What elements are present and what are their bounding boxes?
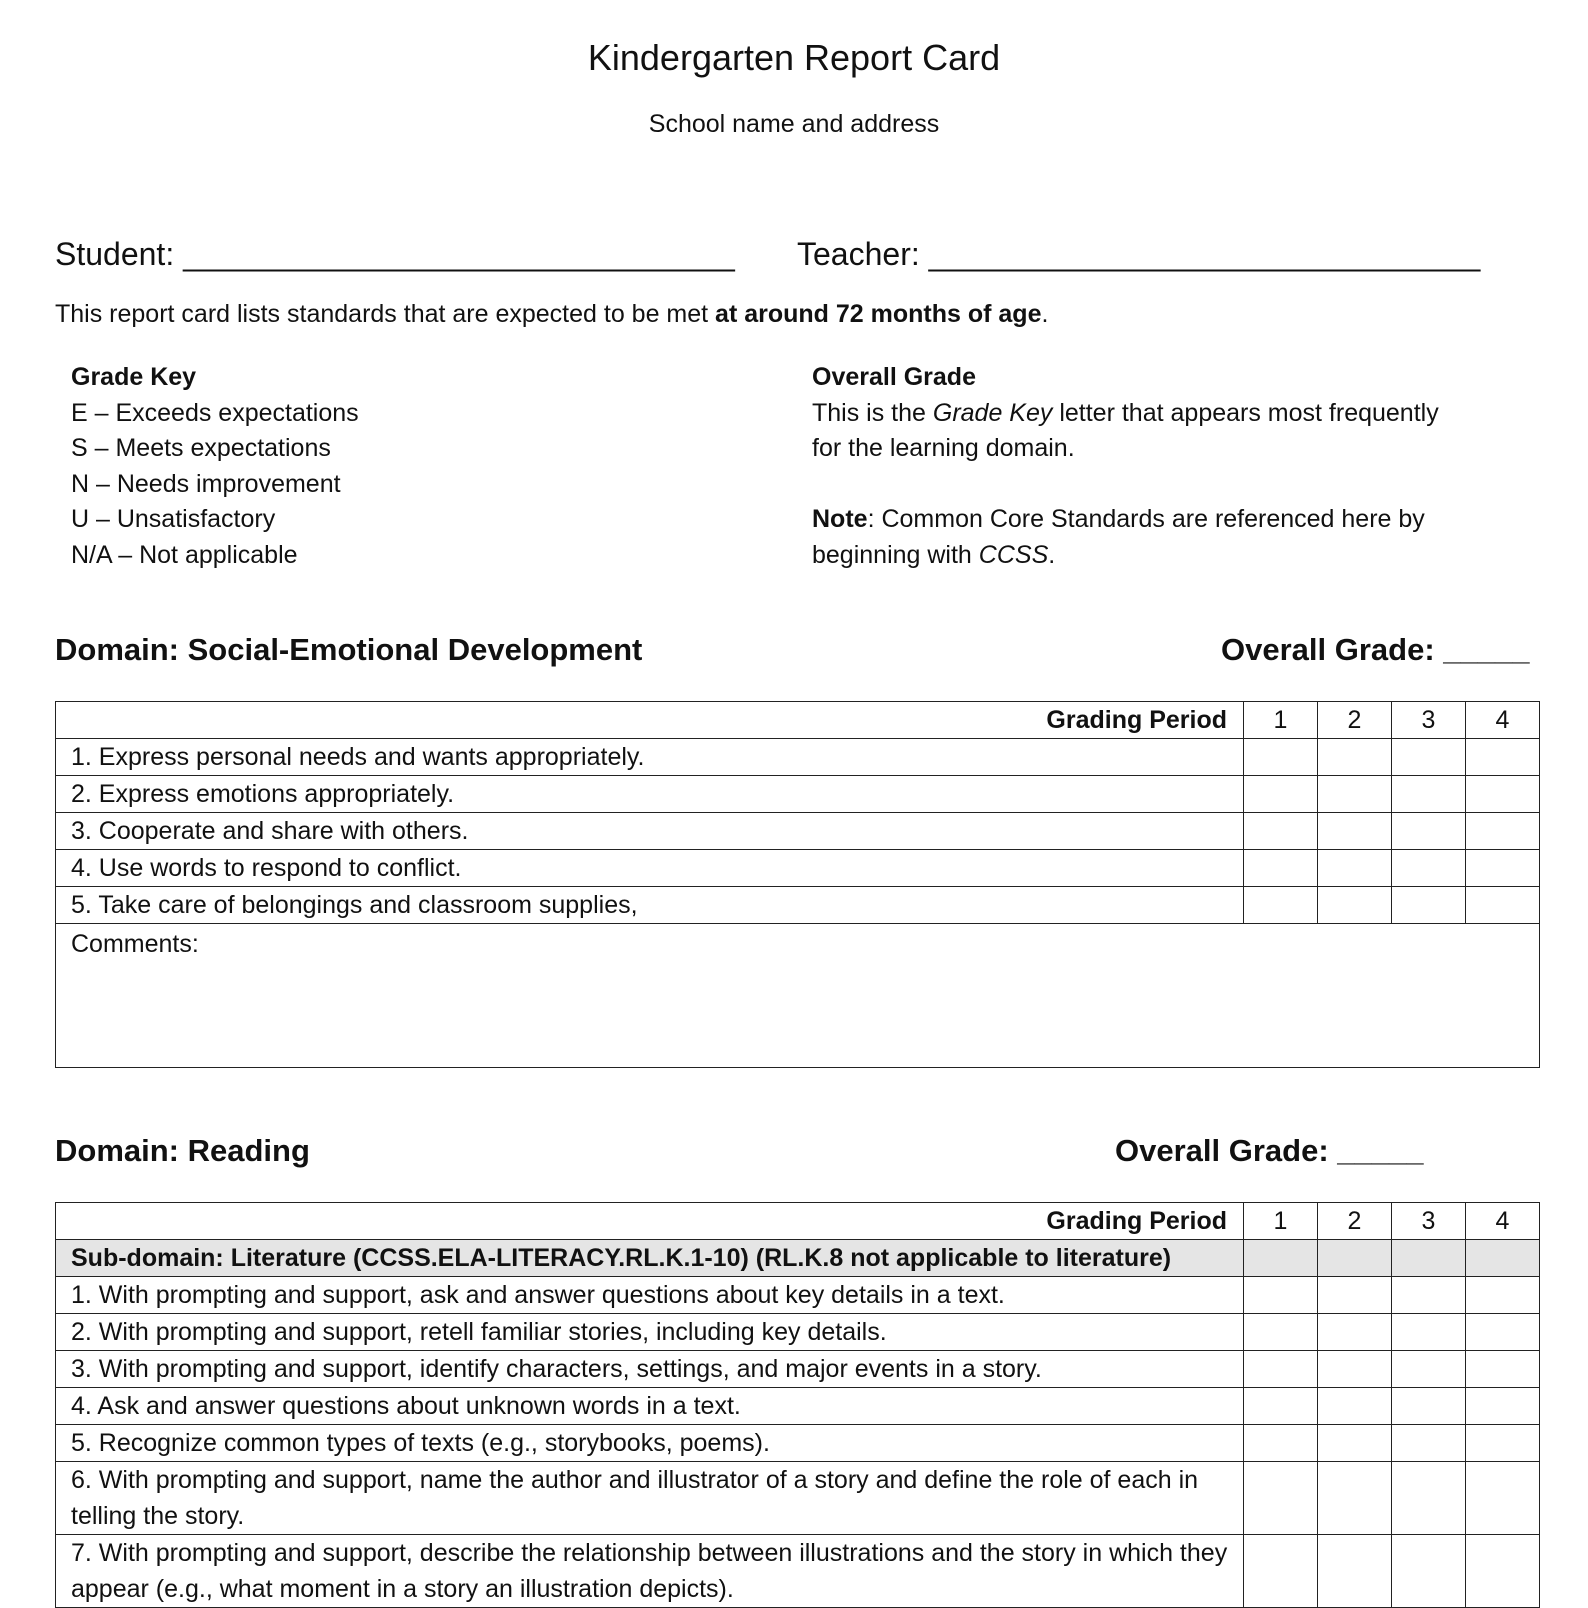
comments-row [56,924,1540,1068]
grade-cell[interactable] [1392,887,1466,924]
grade-cell[interactable] [1244,887,1318,924]
page-title: Kindergarten Report Card [587,37,1001,78]
period-header: 3 [1392,702,1466,739]
overall-grade-field[interactable]: Overall Grade: _____ [1221,632,1530,667]
grade-cell[interactable] [1466,776,1540,813]
grade-cell[interactable] [1244,813,1318,850]
domain-title: Domain: Social-Emotional Development [55,632,643,667]
overall-grade-desc-b: letter that appears most frequently [1052,398,1439,427]
intro-text-plain: This report card lists standards that are expected to be met [55,300,716,328]
standard-text: 2. Express emotions appropriately. [56,776,1244,813]
grade-cell[interactable] [1466,850,1540,887]
standard-text: 5. Recognize common types of texts (e.g., storybooks, poems). [56,1425,1244,1462]
grade-key-item: N – Needs improvement [71,469,341,498]
note-line [812,502,1512,538]
grade-key-item: U – Unsatisfactory [71,505,276,533]
overall-grade-desc-italic: Grade Key [932,398,1053,427]
grade-cell[interactable] [1466,1462,1540,1535]
standard-text: 3. Cooperate and share with others. [56,813,1244,850]
domain-title: Domain: Reading [55,1133,310,1168]
standard-row [56,1425,1540,1462]
grade-key-heading: Grade Key [71,363,197,391]
standard-row [56,887,1540,924]
grade-cell[interactable] [1244,1351,1318,1388]
social-emotional-table [55,701,1540,1068]
comments-field[interactable]: Comments: [56,924,1540,1068]
grade-cell[interactable] [1244,1388,1318,1425]
grade-cell[interactable] [1244,1462,1318,1535]
grade-cell[interactable] [1392,739,1466,776]
subdomain-title: Sub-domain: Literature (CCSS.ELA-LITERACY.RL.K.1-10) (RL.K.8 not applicable to literature) [56,1240,1244,1277]
grade-cell[interactable] [1466,1535,1540,1608]
standard-row [56,1535,1540,1608]
standard-row [56,776,1540,813]
grade-cell [1244,1240,1318,1277]
grade-cell[interactable] [1244,1425,1318,1462]
overall-grade-desc-line [812,396,1512,432]
grade-cell[interactable] [1466,1425,1540,1462]
standard-text: 3. With prompting and support, identify characters, settings, and major events in a story. [56,1351,1244,1388]
note-label: Note [812,505,868,533]
standard-text: 6. With prompting and support, name the author and illustrator of a story and define the role of each in telling the story. [56,1462,1244,1535]
overall-grade-info [812,360,1512,573]
grade-cell[interactable] [1244,739,1318,776]
grade-cell[interactable] [1392,1425,1466,1462]
grade-cell[interactable] [1244,1277,1318,1314]
standard-text: 7. With prompting and support, describe the relationship between illustrations and the story in which they appear (e.g., what moment in a story an illustration depicts). [56,1535,1244,1608]
grade-cell[interactable] [1244,1314,1318,1351]
standard-row [56,813,1540,850]
reading-table [55,1202,1540,1608]
standard-text: 5. Take care of belongings and classroom supplies, [56,887,1244,924]
grading-period-label: Grading Period [56,1203,1244,1240]
grade-cell[interactable] [1318,1314,1392,1351]
overall-grade-heading: Overall Grade [812,363,976,391]
intro-text [55,297,1048,331]
standard-text: 4. Ask and answer questions about unknown words in a text. [56,1388,1244,1425]
grade-cell[interactable] [1318,1388,1392,1425]
standard-row [56,739,1540,776]
grade-cell[interactable] [1318,813,1392,850]
grading-period-row [56,1203,1540,1240]
subdomain-row [56,1240,1540,1277]
grade-cell[interactable] [1392,850,1466,887]
grade-cell[interactable] [1392,776,1466,813]
note-text: : Common Core Standards are referenced here by [867,505,1425,533]
period-header: 2 [1318,1203,1392,1240]
standard-row [56,1462,1540,1535]
standard-row [56,1388,1540,1425]
note-line2-a: beginning with [812,540,979,569]
grade-cell[interactable] [1318,1462,1392,1535]
grading-period-label: Grading Period [56,702,1244,739]
grade-cell[interactable] [1318,1277,1392,1314]
grade-cell[interactable] [1392,1314,1466,1351]
grade-cell[interactable] [1392,1277,1466,1314]
overall-grade-desc-a: This is the [812,398,933,427]
intro-text-bold: at around 72 months of age [715,300,1042,328]
standard-row [56,1351,1540,1388]
standard-text: 1. With prompting and support, ask and answer questions about key details in a text. [56,1277,1244,1314]
grade-cell[interactable] [1318,1425,1392,1462]
grade-cell[interactable] [1466,739,1540,776]
grade-cell[interactable] [1392,1388,1466,1425]
note-line2 [812,538,1512,574]
teacher-field[interactable]: Teacher: _______________________________ [797,236,1481,272]
standard-row [56,1277,1540,1314]
standard-row [56,1314,1540,1351]
grade-key-item: S – Meets expectations [71,434,331,462]
grade-cell[interactable] [1318,1535,1392,1608]
grade-cell[interactable] [1392,1535,1466,1608]
grade-cell[interactable] [1244,776,1318,813]
grade-cell[interactable] [1244,1535,1318,1608]
standard-text: 4. Use words to respond to conflict. [56,850,1244,887]
grade-cell[interactable] [1392,1462,1466,1535]
period-header: 1 [1244,702,1318,739]
period-header: 4 [1466,1203,1540,1240]
grade-cell[interactable] [1318,850,1392,887]
intro-text-end: . [1041,300,1049,328]
standard-text: 2. With prompting and support, retell familiar stories, including key details. [56,1314,1244,1351]
school-name-address: School name and address [648,110,940,138]
grade-cell [1466,1240,1540,1277]
overall-grade-field[interactable]: Overall Grade: _____ [1115,1133,1424,1168]
standard-text: 1. Express personal needs and wants appropriately. [56,739,1244,776]
grade-key-item: E – Exceeds expectations [71,398,359,427]
grade-cell[interactable] [1392,813,1466,850]
grade-cell[interactable] [1318,776,1392,813]
grade-cell[interactable] [1466,887,1540,924]
grading-period-row [56,702,1540,739]
period-header: 4 [1466,702,1540,739]
grade-cell[interactable] [1466,1314,1540,1351]
grade-cell[interactable] [1466,1351,1540,1388]
standard-row [56,850,1540,887]
grade-key-item: N/A – Not applicable [71,540,298,569]
note-line2-italic: CCSS [978,540,1049,569]
grade-cell[interactable] [1318,739,1392,776]
note-line2-b: . [1048,540,1056,569]
grade-cell[interactable] [1466,1388,1540,1425]
spacer [812,467,1512,503]
grade-cell[interactable] [1318,887,1392,924]
period-header: 1 [1244,1203,1318,1240]
grade-cell [1318,1240,1392,1277]
period-header: 2 [1318,702,1392,739]
student-field[interactable]: Student: _______________________________ [55,236,735,272]
grade-key [71,360,671,573]
grade-cell[interactable] [1392,1351,1466,1388]
grade-cell [1392,1240,1466,1277]
grade-cell[interactable] [1466,813,1540,850]
period-header: 3 [1392,1203,1466,1240]
grade-cell[interactable] [1318,1351,1392,1388]
overall-grade-desc-line2: for the learning domain. [812,434,1075,462]
grade-cell[interactable] [1244,850,1318,887]
grade-cell[interactable] [1466,1277,1540,1314]
